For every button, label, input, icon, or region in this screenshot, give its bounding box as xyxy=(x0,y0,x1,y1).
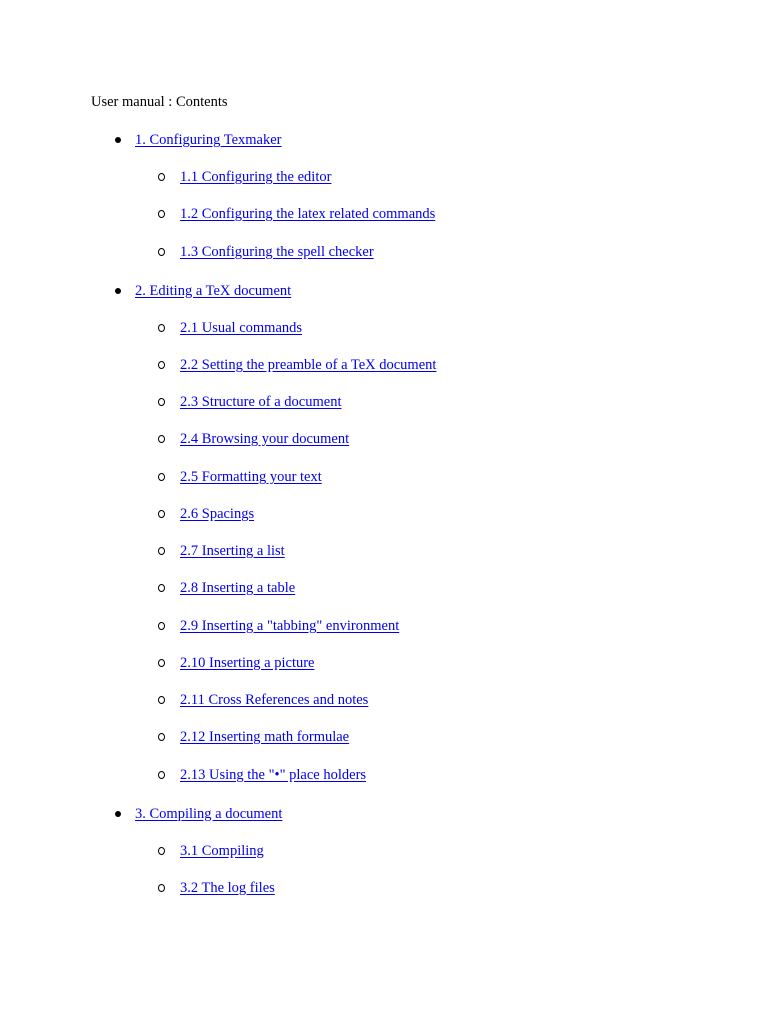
toc-subsection-link[interactable]: 2.2 Setting the preamble of a TeX document xyxy=(180,357,437,373)
bullet-circle-icon xyxy=(158,659,165,667)
bullet-circle-icon xyxy=(158,584,165,592)
bullet-circle-icon xyxy=(158,622,165,630)
toc-subsection-link[interactable]: 2.8 Inserting a table xyxy=(180,580,296,596)
bullet-circle-icon xyxy=(158,510,165,518)
toc-subsection-link[interactable]: 2.3 Structure of a document xyxy=(180,394,342,410)
bullet-circle-icon xyxy=(158,884,165,892)
toc-section-link[interactable]: 3. Compiling a document xyxy=(135,805,283,822)
bullet-disc-icon xyxy=(115,811,121,817)
toc-subsection-link[interactable]: 2.7 Inserting a list xyxy=(180,543,285,559)
bullet-circle-icon xyxy=(158,733,165,741)
bullet-disc-icon xyxy=(115,288,121,294)
toc-subsection-link[interactable]: 2.6 Spacings xyxy=(180,506,255,522)
toc-subsection-link[interactable]: 1.1 Configuring the editor xyxy=(180,169,332,185)
toc-subsection-link[interactable]: 3.1 Compiling xyxy=(180,843,264,859)
bullet-disc-icon xyxy=(115,137,121,143)
toc-subsection-link[interactable]: 2.12 Inserting math formulae xyxy=(180,729,350,745)
toc-subsection-link[interactable]: 2.10 Inserting a picture xyxy=(180,655,315,671)
toc-subsection-link[interactable]: 2.4 Browsing your document xyxy=(180,431,350,447)
bullet-circle-icon xyxy=(158,173,165,181)
toc-section-link[interactable]: 1. Configuring Texmaker xyxy=(135,132,282,148)
bullet-circle-icon xyxy=(158,361,165,369)
toc-subsection-link[interactable]: 2.5 Formatting your text xyxy=(180,469,322,485)
bullet-circle-icon xyxy=(158,435,165,443)
toc-subsection-link[interactable]: 2.13 Using the "•" place holders xyxy=(180,767,367,783)
bullet-circle-icon xyxy=(158,696,165,704)
bullet-circle-icon xyxy=(158,248,165,256)
bullet-circle-icon xyxy=(158,473,165,481)
toc-section-link[interactable]: 2. Editing a TeX document xyxy=(135,282,292,299)
bullet-circle-icon xyxy=(158,210,165,218)
toc-subsection-link[interactable]: 2.9 Inserting a "tabbing" environment xyxy=(180,618,400,634)
bullet-circle-icon xyxy=(158,771,165,779)
toc-subsection-link[interactable]: 2.11 Cross References and notes xyxy=(180,692,369,708)
bullet-circle-icon xyxy=(158,847,165,855)
toc-subsection-link[interactable]: 1.2 Configuring the latex related commands xyxy=(180,206,436,222)
page-title: User manual : Contents xyxy=(91,94,228,110)
toc-subsection-link[interactable]: 2.1 Usual commands xyxy=(180,320,303,336)
toc-subsection-link[interactable]: 3.2 The log files xyxy=(180,880,275,896)
bullet-circle-icon xyxy=(158,547,165,555)
bullet-circle-icon xyxy=(158,324,165,332)
toc-subsection-link[interactable]: 1.3 Configuring the spell checker xyxy=(180,244,374,260)
bullet-circle-icon xyxy=(158,398,165,406)
